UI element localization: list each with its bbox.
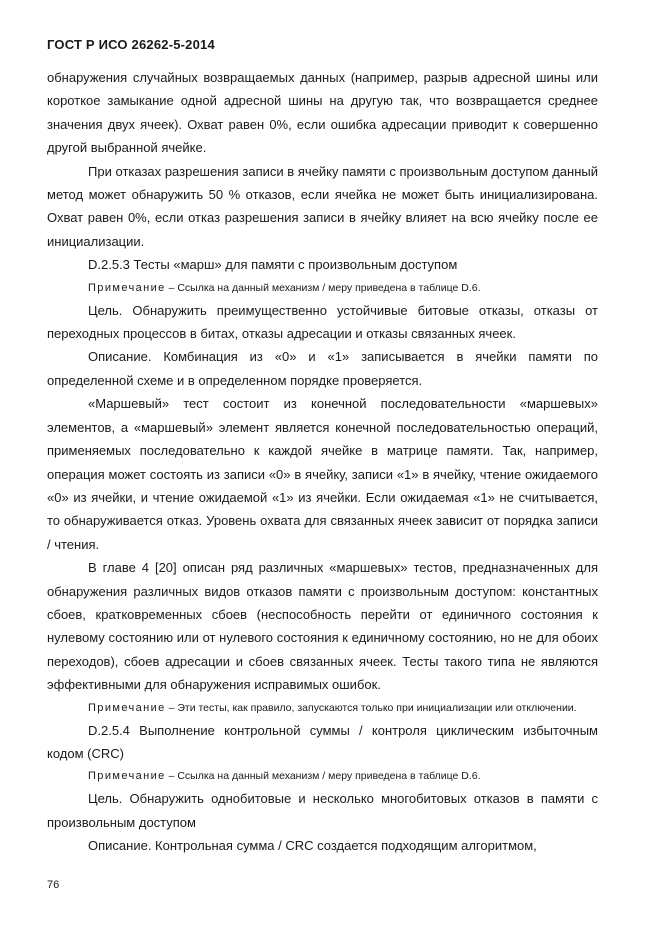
paragraph: Цель. Обнаружить однобитовые и несколько многобитовых отказов в памяти с произвольным доступом — [47, 791, 598, 830]
document-header: ГОСТ Р ИСО 26262-5-2014 — [47, 37, 215, 52]
document-body — [47, 66, 598, 858]
paragraph: Цель. Обнаружить преимущественно устойчивые битовые отказы, отказы от переходных процессов в битах, отказы адресации и отказы связанных ячеек. — [47, 302, 598, 342]
section-heading: D.2.5.4 Выполнение контрольной суммы / контроля циклическим избыточным кодом (CRC) — [47, 722, 598, 761]
paragraph: «Маршевый» тест состоит из конечной последовательности «маршевых» элементов, а «маршевый» элемент является конечной последовательностью операций, применяемых последовательно к каждой ячейке в матрице памяти. Так, например, операция может состоять из записи «0» в ячейку, записи «1» в ячейку, чтение ожидаемого «0» из ячейки, и чтение ожидаемой «1» из ячейки. Если ожидаемая «1» не считывается, то обнаруживается отказ. Уровень охвата для связанных ячеек зависит от порядка записи / чтения. — [47, 396, 598, 552]
paragraph: При отказах разрешения записи в ячейку памяти с произвольным доступом данный метод может обнаружить 50 % отказов, если ячейка не может быть инициализирована. Охват равен 0%, если отказ разрешения записи в ячейку влияет на всю ячейку после ее инициализации. — [47, 163, 598, 249]
note — [47, 765, 598, 787]
note-text: – Ссылка на данный механизм / меру приведена в таблице D.6. — [165, 770, 481, 783]
page-number: 76 — [47, 879, 60, 891]
note — [47, 697, 598, 719]
note-label: Примечание — [88, 281, 166, 294]
paragraph: обнаружения случайных возвращаемых данных (например, разрыв адресной шины или короткое замыкание одной адресной шины на другую так, что возвращается среднее значения двух ячеек). Охват равен 0%, если ошибка адресации приводит к совершенно другой выбранной ячейке. — [47, 70, 598, 156]
note-text: – Эти тесты, как правило, запускаются только при инициализации или отключении. — [165, 701, 577, 714]
paragraph: В главе 4 [20] описан ряд различных «маршевых» тестов, предназначенных для обнаружения различных видов отказов памяти с произвольным доступом: константных сбоев, кратковременных сбоев (неспособность перейти от единичного состояния к нулевому состоянию или от нулевого состояния к единичному состоянию, но не для обоих переходов), сбоев адресации и сбоев связанных ячеек. Тесты такого типа не являются эффективными для обнаружения исправимых ошибок. — [47, 560, 598, 693]
note — [47, 277, 598, 299]
paragraph: Описание. Комбинация из «0» и «1» записывается в ячейки памяти по определенной схеме и в определенном порядке проверяется. — [47, 349, 598, 388]
note-label: Примечание — [88, 701, 166, 714]
section-heading: D.2.5.3 Тесты «марш» для памяти с произвольным доступом — [88, 257, 458, 273]
paragraph: Описание. Контрольная сумма / CRC создается подходящим алгоритмом, — [88, 838, 537, 854]
note-label: Примечание — [88, 770, 166, 783]
note-text: – Ссылка на данный механизм / меру приведена в таблице D.6. — [165, 281, 481, 294]
